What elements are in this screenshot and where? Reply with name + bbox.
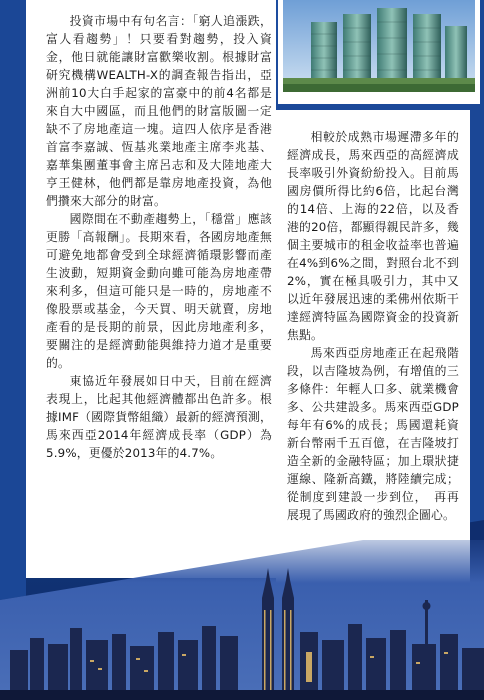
city-skyline-photo bbox=[0, 540, 484, 700]
left-paragraph-2: 國際間在不動產趨勢上，「穩當」應該更勝「高報酬」。長期來看，各國房地產無可避免地都會受到全球經濟循環影響而產生波動，短期資金動向雖可能為房地產帶來利多，但這可能只是一時的，房地產不像股票或基金，今天買、明天就賣，房地產看的是長期的前景，因此房地產利多，要關注的是經濟動能與維持力道才是重要的。 bbox=[46, 212, 272, 370]
left-article-column bbox=[46, 12, 272, 462]
left-paragraph-1: 投資市場中有句名言：「窮人追漲跌，富人看趨勢」！只要看對趨勢，投入資金，他日就能讓財富歡樂收割。根據財富研究機構WEALTH-X的調查報告指出，亞洲前10大白手起家的富豪中的前4名都是來自大中國區，而且他們的財富版圖一定缺不了房地產這一塊。這四人依序是香港首富李嘉誠、恆基兆業地產主席李兆基、嘉華集團董事會主席呂志和及大陸地產大亨王健林，他們都是靠房地產投資，為他們攢來大部分的財富。 bbox=[46, 14, 272, 208]
right-paragraph-2: 馬來西亞房地產正在起飛階段，以吉隆坡為例，有增值的三多條件：年輕人口多、就業機會多、公共建設多。馬來西亞GDP每年有6%的成長；馬國還耗資新台幣兩千五百億，在吉隆坡打造全新的金融特區；加上環狀捷運線、隆新高鐵，將陸續完成；從制度到建設一步到位， 再再展現了馬國政府的強烈企圖心。 bbox=[287, 346, 459, 522]
left-paragraph-3: 東協近年發展如日中天，目前在經濟表現上，比起其他經濟體都出色許多。根據IMF（國際貨幣組織）最新的經濟預測，馬來西亞2014年經濟成長率（GDP）為5.9%，更優於2013年的4.7%。 bbox=[46, 374, 272, 460]
tower-photo bbox=[283, 0, 475, 92]
right-article-column bbox=[287, 128, 459, 524]
right-paragraph-1: 相較於成熟市場遲滯多年的經濟成長，馬來西亞的高經濟成長率吸引外資紛紛投入。目前馬國房價所得比約6倍，比起台灣的14倍、上海的22倍，以及香港的20倍，都顯得親民許多，幾個主要城市的租金收益率也普遍在4%到6%之間，對照台北不到2%，實在極具吸引力，其中又以近年發展迅速的柔佛州依斯干達經濟特區為國際資金的投資新焦點。 bbox=[287, 130, 459, 342]
